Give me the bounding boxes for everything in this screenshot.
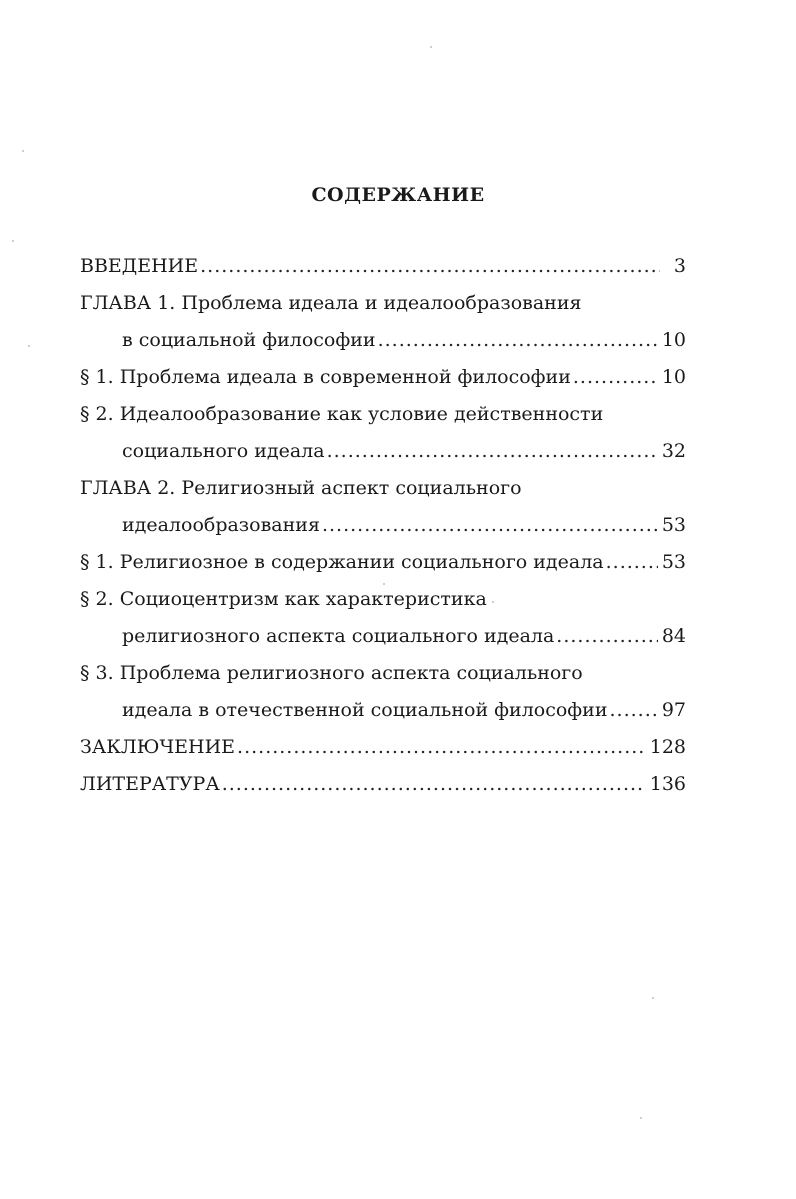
toc-entry-literature[interactable] (80, 766, 686, 803)
toc-entry-conclusion[interactable] (80, 729, 686, 766)
toc-entry-ch1-section-2[interactable] (80, 396, 686, 433)
toc-leader-dots (606, 544, 658, 581)
toc-entry-text: ГЛАВА 2. Религиозный аспект социального (80, 477, 522, 499)
toc-page-number: 10 (661, 366, 686, 388)
toc-entry-ch2-section-2-continued[interactable] (80, 618, 686, 655)
toc-entry-chapter-2[interactable] (80, 470, 686, 507)
toc-page-number: 10 (661, 329, 686, 351)
toc-entry-text: ЗАКЛЮЧЕНИЕ (80, 736, 236, 758)
toc-entry-text: § 2. Социоцентризм как характеристика (80, 588, 487, 610)
toc-entry-ch2-section-1[interactable] (80, 544, 686, 581)
toc-leader-dots (610, 692, 658, 729)
toc-page-number: 84 (661, 625, 686, 647)
page-title: СОДЕРЖАНИЕ (311, 184, 485, 206)
toc-page-number: 53 (661, 514, 686, 536)
toc-entry-chapter-1[interactable] (80, 285, 686, 322)
toc-entry-text: § 1. Проблема идеала в современной философии (80, 366, 571, 388)
toc-entry-ch1-section-2-continued[interactable] (80, 433, 686, 470)
toc-entry-text: ГЛАВА 1. Проблема идеала и идеалообразования (80, 292, 582, 314)
toc-entry-text: социального идеала (122, 440, 325, 462)
scan-speck (28, 345, 30, 347)
toc-entry-text: религиозного аспекта социального идеала (122, 625, 555, 647)
toc-leader-dots (327, 433, 658, 470)
scan-speck (652, 997, 654, 999)
scan-speck (430, 46, 432, 48)
toc-page-number: 128 (649, 736, 686, 758)
toc-entry-ch1-section-1[interactable] (80, 359, 686, 396)
toc-entry-ch2-section-2[interactable] (80, 581, 686, 618)
toc-page-number: 3 (673, 255, 686, 277)
toc-leader-dots (200, 248, 660, 285)
toc-leader-dots (237, 729, 646, 766)
toc-entry-ch2-section-3[interactable] (80, 655, 686, 692)
toc-entry-text: § 1. Религиозное в содержании социального идеала (80, 551, 604, 573)
toc-page-number: 97 (661, 699, 686, 721)
toc-entry-text: § 3. Проблема религиозного аспекта социального (80, 662, 583, 684)
scan-speck (22, 150, 24, 152)
table-of-contents (80, 248, 686, 803)
toc-page-number: 53 (661, 551, 686, 573)
toc-leader-dots (222, 766, 646, 803)
toc-entry-ch2-section-3-continued[interactable] (80, 692, 686, 729)
toc-page-number: 136 (649, 773, 686, 795)
toc-entry-text: в социальной философии (122, 329, 376, 351)
toc-leader-dots (378, 322, 658, 359)
toc-leader-dots (556, 618, 658, 655)
toc-entry-text: ВВЕДЕНИЕ (80, 255, 199, 277)
toc-leader-dots (322, 507, 658, 544)
toc-entry-text: идеалообразования (122, 514, 320, 536)
scan-speck (12, 240, 14, 242)
toc-leader-dots (573, 359, 658, 396)
toc-entry-text: § 2. Идеалообразование как условие действенности (80, 403, 604, 425)
toc-entry-text: ЛИТЕРАТУРА (80, 773, 220, 795)
scan-speck (640, 1117, 642, 1119)
toc-page-number: 32 (661, 440, 686, 462)
toc-entry-introduction[interactable] (80, 248, 686, 285)
toc-entry-chapter-1-continued[interactable] (80, 322, 686, 359)
toc-entry-chapter-2-continued[interactable] (80, 507, 686, 544)
toc-entry-text: идеала в отечественной социальной философии (122, 699, 608, 721)
